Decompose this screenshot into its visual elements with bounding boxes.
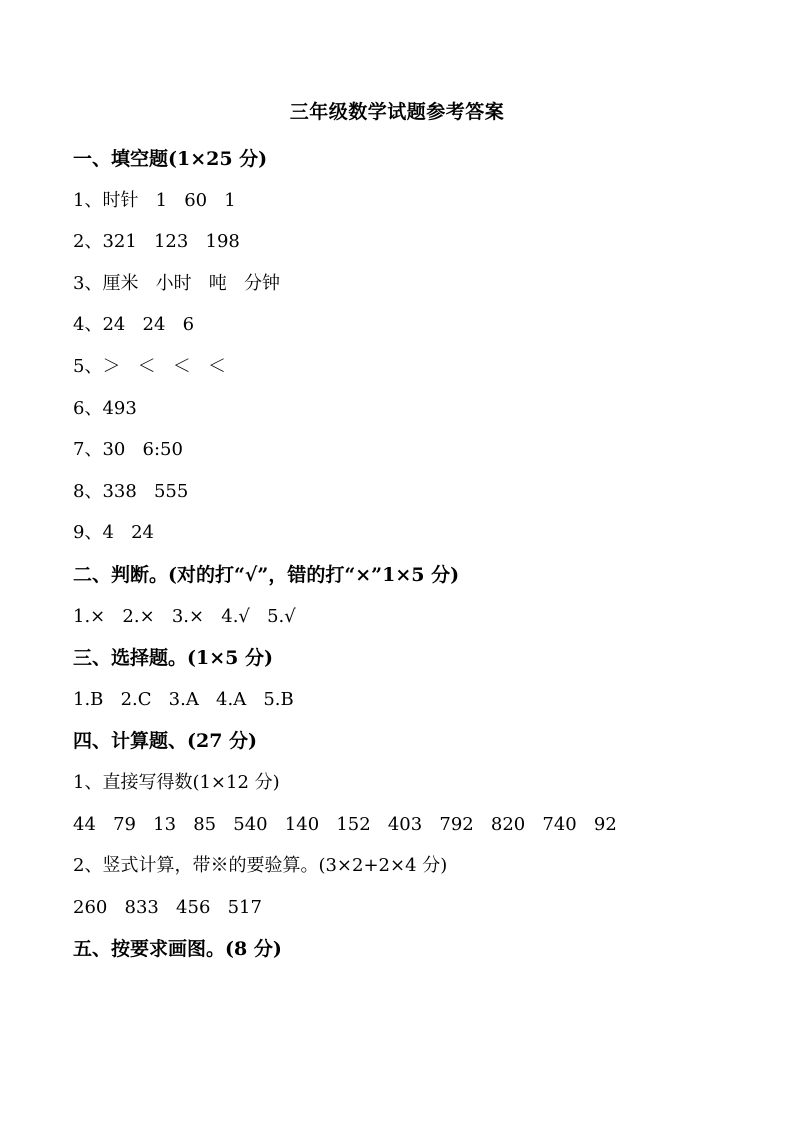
answer-line: 1、直接写得数(1×12 分): [73, 772, 280, 793]
section-heading: 五、按要求画图。(8 分): [73, 938, 282, 961]
section-heading: 三、选择题。(1×5 分): [73, 647, 273, 670]
answer-line: 2、竖式计算，带※的要验算。(3×2+2×4 分): [73, 855, 448, 877]
answer-line: 7、30 6:50: [73, 439, 183, 461]
answer-line: 4、24 24 6: [73, 314, 195, 336]
answer-line: 1、时针 1 60 1: [73, 189, 236, 211]
section-heading: 四、计算题、(27 分): [73, 730, 258, 753]
section-heading: 二、判断。(对的打“√”，错的打“×”1×5 分): [73, 564, 460, 586]
answer-line: 44 79 13 85 540 140 152 403 792 820 740 92: [73, 813, 617, 835]
answer-line: 1.× 2.× 3.× 4.√ 5.√: [73, 605, 296, 627]
answer-line: 5、＞ ＜ ＜ ＜: [73, 356, 226, 377]
answer-line: 3、厘米 小时 吨 分钟: [73, 272, 280, 294]
answer-line: 2、321 123 198: [73, 231, 240, 253]
answer-line: 260 833 456 517: [73, 896, 262, 918]
answer-line: 1.B 2.C 3.A 4.A 5.B: [73, 688, 294, 710]
answer-line: 8、338 555: [73, 480, 189, 502]
answer-line: 6、493: [73, 397, 137, 419]
section-heading: 一、填空题(1×25 分): [73, 148, 268, 170]
page-title: 三年级数学试题参考答案: [289, 101, 505, 123]
answer-line: 9、4 24: [73, 522, 154, 544]
